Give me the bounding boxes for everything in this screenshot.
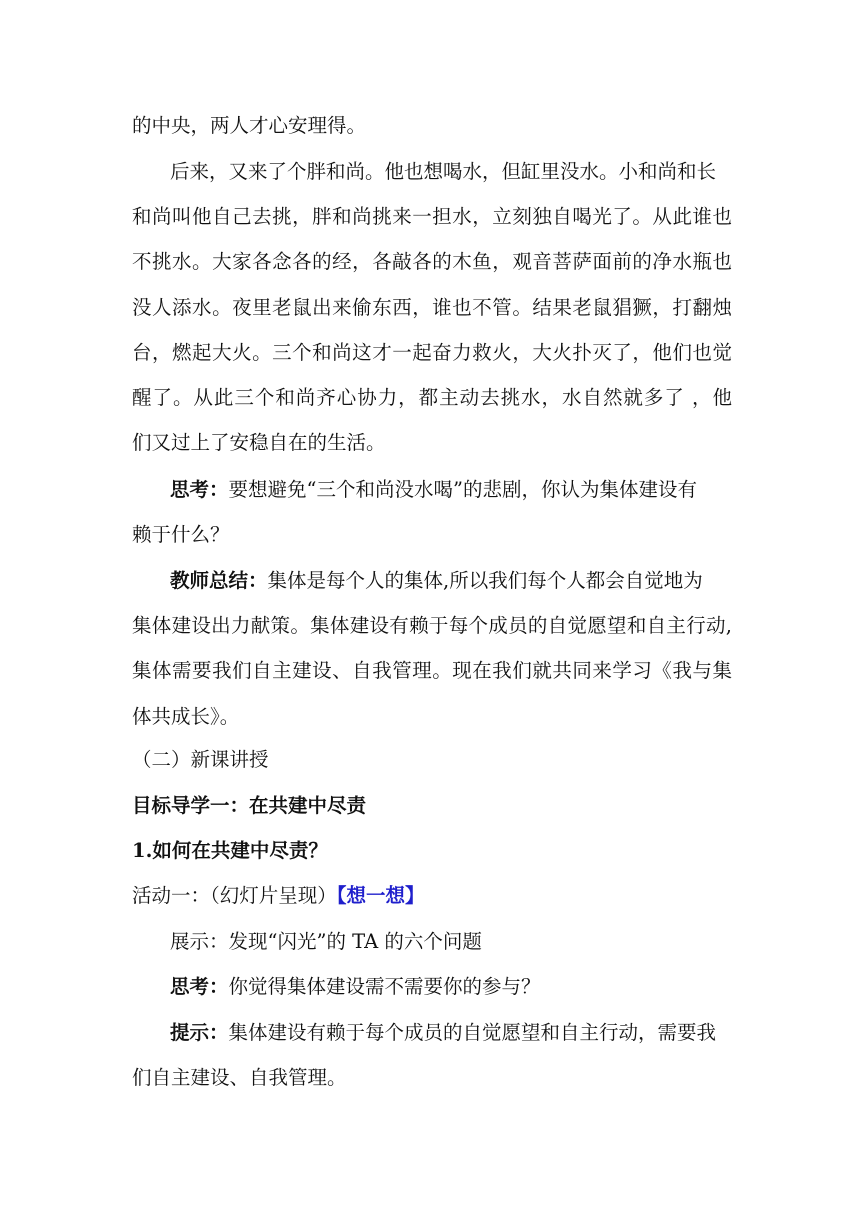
- summary-line: 集体建设出力献策。集体建设有赖于每个成员的自觉愿望和自主行动,: [132, 614, 732, 637]
- think-text: 你觉得集体建设需不需要你的参与？: [228, 975, 541, 998]
- think-label: 思考：: [170, 478, 229, 501]
- paragraph-line: 不挑水。大家各念各的经，各敲各的木鱼，观音菩萨面前的净水瓶也: [132, 250, 732, 273]
- paragraph-line: 醒了。从此三个和尚齐心协力，都主动去挑水，水自然就多了 ，他: [132, 386, 732, 409]
- activity-label: 活动一：（幻灯片呈现）: [132, 884, 337, 907]
- paragraph-line: 们又过上了安稳自在的生活。: [132, 431, 386, 454]
- activity-tag: 【想一想】: [336, 884, 425, 907]
- paragraph-line: 没人添水。夜里老鼠出来偷东西，谁也不管。结果老鼠猖獗，打翻烛: [132, 296, 732, 319]
- paragraph-line: 和尚叫他自己去挑，胖和尚挑来一担水，立刻独自喝光了。从此谁也: [132, 205, 732, 228]
- text: 后来，又来了个胖和尚。他也想喝水，但缸里没水。小和尚和长: [170, 160, 717, 183]
- think-line: [170, 975, 770, 999]
- question-heading: 1.如何在共建中尽责？: [132, 839, 328, 862]
- think-line: [170, 478, 732, 502]
- summary-line: [170, 569, 732, 593]
- paragraph-line: 台，燃起大火。三个和尚这才一起奋力救火，大火扑灭了，他们也觉: [132, 341, 732, 364]
- activity-line: [132, 884, 732, 908]
- hint-label: 提示：: [170, 1021, 229, 1044]
- show-line: 展示：发现“闪光”的 TA 的六个问题: [170, 930, 482, 953]
- hint-line: [170, 1021, 732, 1045]
- paragraph-line: 的中央，两人才心安理得。: [132, 114, 367, 137]
- think-text: 要想避免“三个和尚没水喝”的悲剧，你认为集体建设有: [228, 478, 697, 501]
- hint-text: 集体建设有赖于每个成员的自觉愿望和自主行动，需要我: [228, 1021, 717, 1044]
- think-line: 赖于什么？: [132, 523, 230, 546]
- think-label: 思考：: [170, 975, 229, 998]
- section-heading: （二）新课讲授: [132, 748, 269, 771]
- summary-line: 集体需要我们自主建设、自我管理。现在我们就共同来学习《我与集: [132, 659, 732, 682]
- summary-line: 体共成长》。: [132, 705, 240, 728]
- goal-heading: 目标导学一：在共建中尽责: [132, 794, 367, 817]
- summary-label: 教师总结：: [170, 569, 268, 592]
- summary-text: 集体是每个人的集体,所以我们每个人都会自觉地为: [267, 569, 703, 592]
- hint-line: 们自主建设、自我管理。: [132, 1066, 347, 1089]
- paragraph-line: [170, 160, 732, 184]
